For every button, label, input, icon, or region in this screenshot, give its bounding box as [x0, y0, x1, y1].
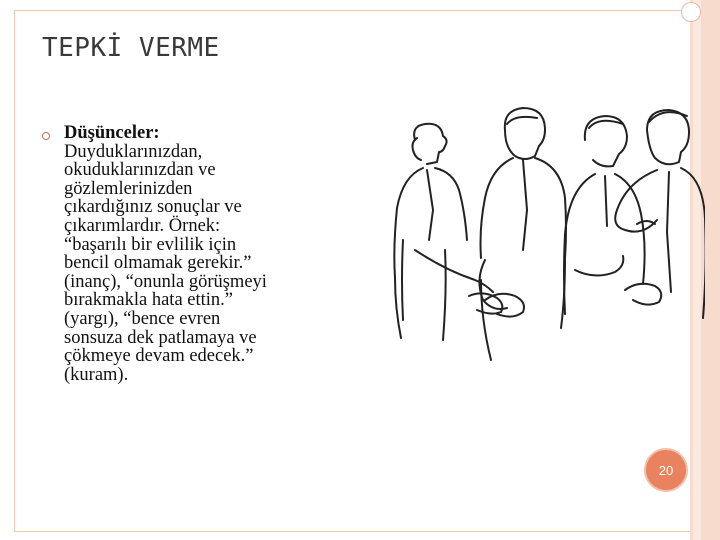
- bullet-heading: Düşünceler:: [64, 123, 160, 143]
- person-right-figure: [564, 116, 645, 314]
- person-left-figure: [394, 124, 493, 340]
- handshake-people-icon: [385, 100, 705, 375]
- bullet-circle-icon: [42, 132, 50, 140]
- handshake-hands: [485, 284, 661, 317]
- person-center-figure: [469, 108, 566, 360]
- bullet-content: [64, 124, 314, 384]
- page-number-badge: 20: [644, 448, 688, 492]
- slide-title: TEPKİ VERME: [42, 33, 220, 63]
- decorative-circle-icon: [681, 2, 701, 22]
- bullet-text: Duyduklarınızdan, okuduklarınızdan ve gözlemlerinizden çıkardığınız sonuçlar ve çıkarımlardır. Örnek: “başarılı bir evlilik için bencil olmamak gerekir.” (inanç), “onunla görüşmeyi bırakmakla hata ettin.” (yargı), “bence evren sonsuza dek patlamaya ve çökmeye devam edecek.” (kuram).: [64, 141, 267, 385]
